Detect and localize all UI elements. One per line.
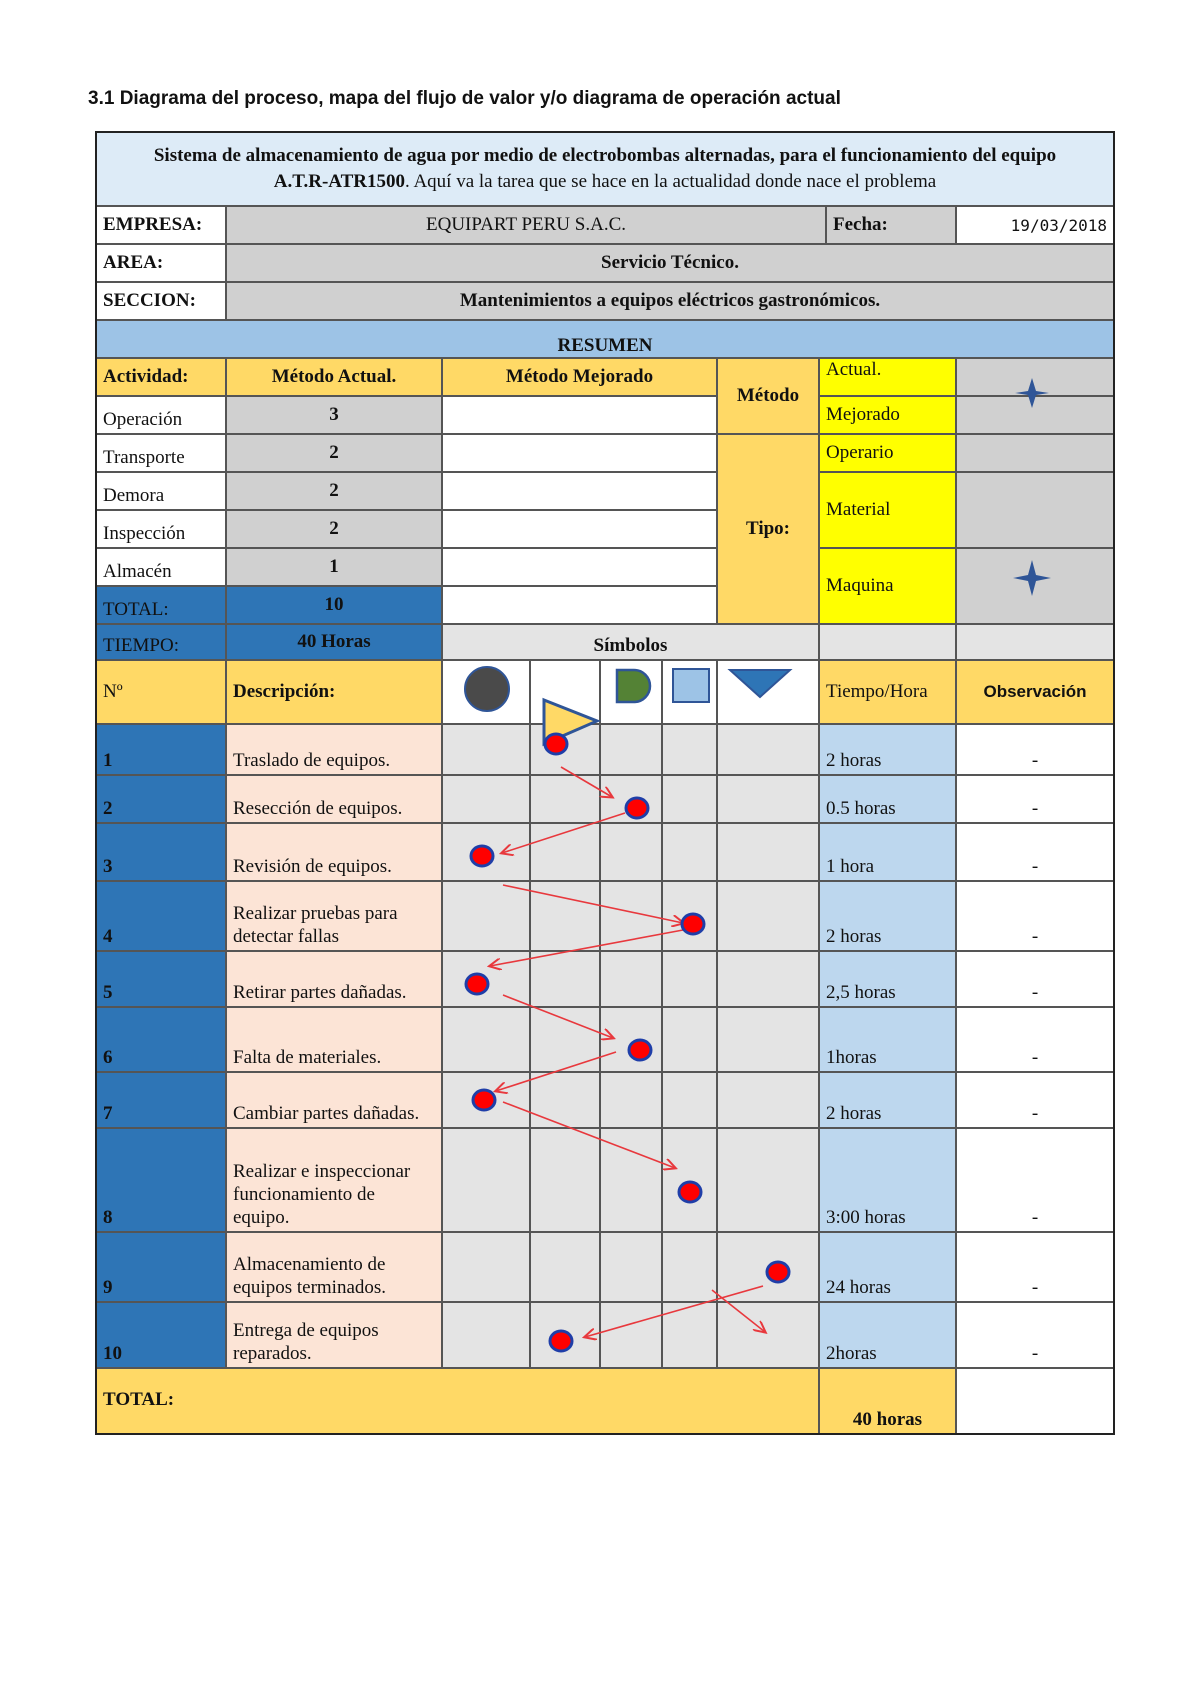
flow-arrow [585,1286,763,1337]
step-number: 7 [96,1072,226,1128]
title-line-1: Sistema de almacenamiento de agua por medio de electrobombas alternadas, para el funcionamiento del equipo [153,145,1057,166]
flow-arrow [490,930,683,966]
area-value: Servicio Técnico. [226,244,1114,282]
step-observation: - [956,823,1114,881]
step-observation: - [956,881,1114,951]
flow-arrow [503,995,613,1038]
title-description: . Aquí va la tarea que se hace en la actualidad donde nace el problema [405,171,937,192]
flow-dot [545,734,567,754]
summary-activity: Inspección [96,510,226,548]
summary-activity: Demora [96,472,226,510]
step-time: 2,5 horas [819,951,956,1007]
col-description-header: Descripción: [226,660,442,724]
step-number: 5 [96,951,226,1007]
step-number: 10 [96,1302,226,1368]
flow-dot [626,798,648,818]
detail-total-label: TOTAL: [96,1368,819,1434]
fecha-label: Fecha: [826,206,956,244]
flow-dot [629,1040,651,1060]
flow-dot [550,1331,572,1351]
step-time: 24 horas [819,1232,956,1302]
summary-actual-value: 2 [226,434,442,472]
step-number: 8 [96,1128,226,1232]
summary-activity: Transporte [96,434,226,472]
summary-total-label: TOTAL: [96,586,226,624]
step-description: Realizar pruebas para detectar fallas [226,881,442,951]
step-time: 2 horas [819,724,956,775]
step-description: Cambiar partes dañadas. [226,1072,442,1128]
tipo-label: Tipo: [717,434,819,624]
step-description: Revisión de equipos. [226,823,442,881]
step-observation: - [956,1128,1114,1232]
storage-triangle-icon [730,670,790,697]
flow-arrow [561,767,612,797]
tiempo-label: TIEMPO: [96,624,226,660]
summary-activity: Operación [96,396,226,434]
flow-arrow [502,813,625,853]
metodo-mejorado-option: Mejorado [819,396,956,434]
summary-actual-value: 1 [226,548,442,586]
summary-actual-value: 2 [226,510,442,548]
cross-star-icon [1015,378,1049,408]
step-time: 0.5 horas [819,775,956,823]
step-number: 6 [96,1007,226,1072]
step-description: Entrega de equipos reparados. [226,1302,442,1368]
flow-arrow [496,1052,616,1091]
flow-dot [466,974,488,994]
metodo-mejorado-header: Método Mejorado [442,358,717,396]
step-observation: - [956,775,1114,823]
flow-dot [767,1262,789,1282]
step-description: Almacenamiento de equipos terminados. [226,1232,442,1302]
step-time: 2 horas [819,1072,956,1128]
step-observation: - [956,1232,1114,1302]
inspection-square-icon [673,669,709,702]
flow-dot [473,1090,495,1110]
empresa-value: EQUIPART PERU S.A.C. [226,206,826,244]
col-observation-header: Observación [956,660,1114,724]
flow-dot [682,914,704,934]
metodo-actual-header: Método Actual. [226,358,442,396]
area-label: AREA: [96,244,226,282]
step-number: 9 [96,1232,226,1302]
tipo-maquina-option: Maquina [819,548,956,624]
flow-dot [471,846,493,866]
step-description: Traslado de equipos. [226,724,442,775]
metodo-label: Método [717,358,819,434]
tipo-operario-option: Operario [819,434,956,472]
tipo-material-option: Material [819,472,956,548]
metodo-actual-option: Actual. [819,358,956,396]
step-number: 1 [96,724,226,775]
flow-arrow [503,885,683,923]
step-description: Resección de equipos. [226,775,442,823]
operation-circle-icon [465,667,509,711]
flow-arrow [503,1102,675,1168]
empresa-label: EMPRESA: [96,206,226,244]
simbolos-label: Símbolos [442,624,819,660]
summary-activity: Almacén [96,548,226,586]
section-heading: 3.1 Diagrama del proceso, mapa del flujo de valor y/o diagrama de operación actual [88,88,841,109]
summary-actual-value: 3 [226,396,442,434]
summary-total-value: 10 [226,586,442,624]
step-observation: - [956,724,1114,775]
cross-star-icon [1013,560,1051,596]
step-observation: - [956,951,1114,1007]
step-observation: - [956,1072,1114,1128]
step-description: Retirar partes dañadas. [226,951,442,1007]
step-time: 3:00 horas [819,1128,956,1232]
step-time: 2horas [819,1302,956,1368]
step-number: 2 [96,775,226,823]
delay-d-icon [617,670,650,702]
col-number-header: Nº [96,660,226,724]
flow-dot [679,1182,701,1202]
actividad-header: Actividad: [96,358,226,396]
step-time: 1 hora [819,823,956,881]
seccion-label: SECCION: [96,282,226,320]
resumen-title: RESUMEN [96,320,1114,358]
fecha-value: 19/03/2018 [956,206,1114,244]
title-equipment: A.T.R-ATR1500 [273,171,405,192]
step-description: Realizar e inspeccionar funcionamiento de equipo. [226,1128,442,1232]
detail-total-time: 40 horas [819,1368,956,1434]
step-number: 3 [96,823,226,881]
col-time-header: Tiempo/Hora [819,660,956,724]
step-time: 2 horas [819,881,956,951]
step-time: 1horas [819,1007,956,1072]
flow-arrow [712,1290,765,1332]
tiempo-value: 40 Horas [226,624,442,660]
seccion-value: Mantenimientos a equipos eléctricos gastronómicos. [226,282,1114,320]
step-observation: - [956,1302,1114,1368]
step-description: Falta de materiales. [226,1007,442,1072]
step-observation: - [956,1007,1114,1072]
summary-actual-value: 2 [226,472,442,510]
step-number: 4 [96,881,226,951]
